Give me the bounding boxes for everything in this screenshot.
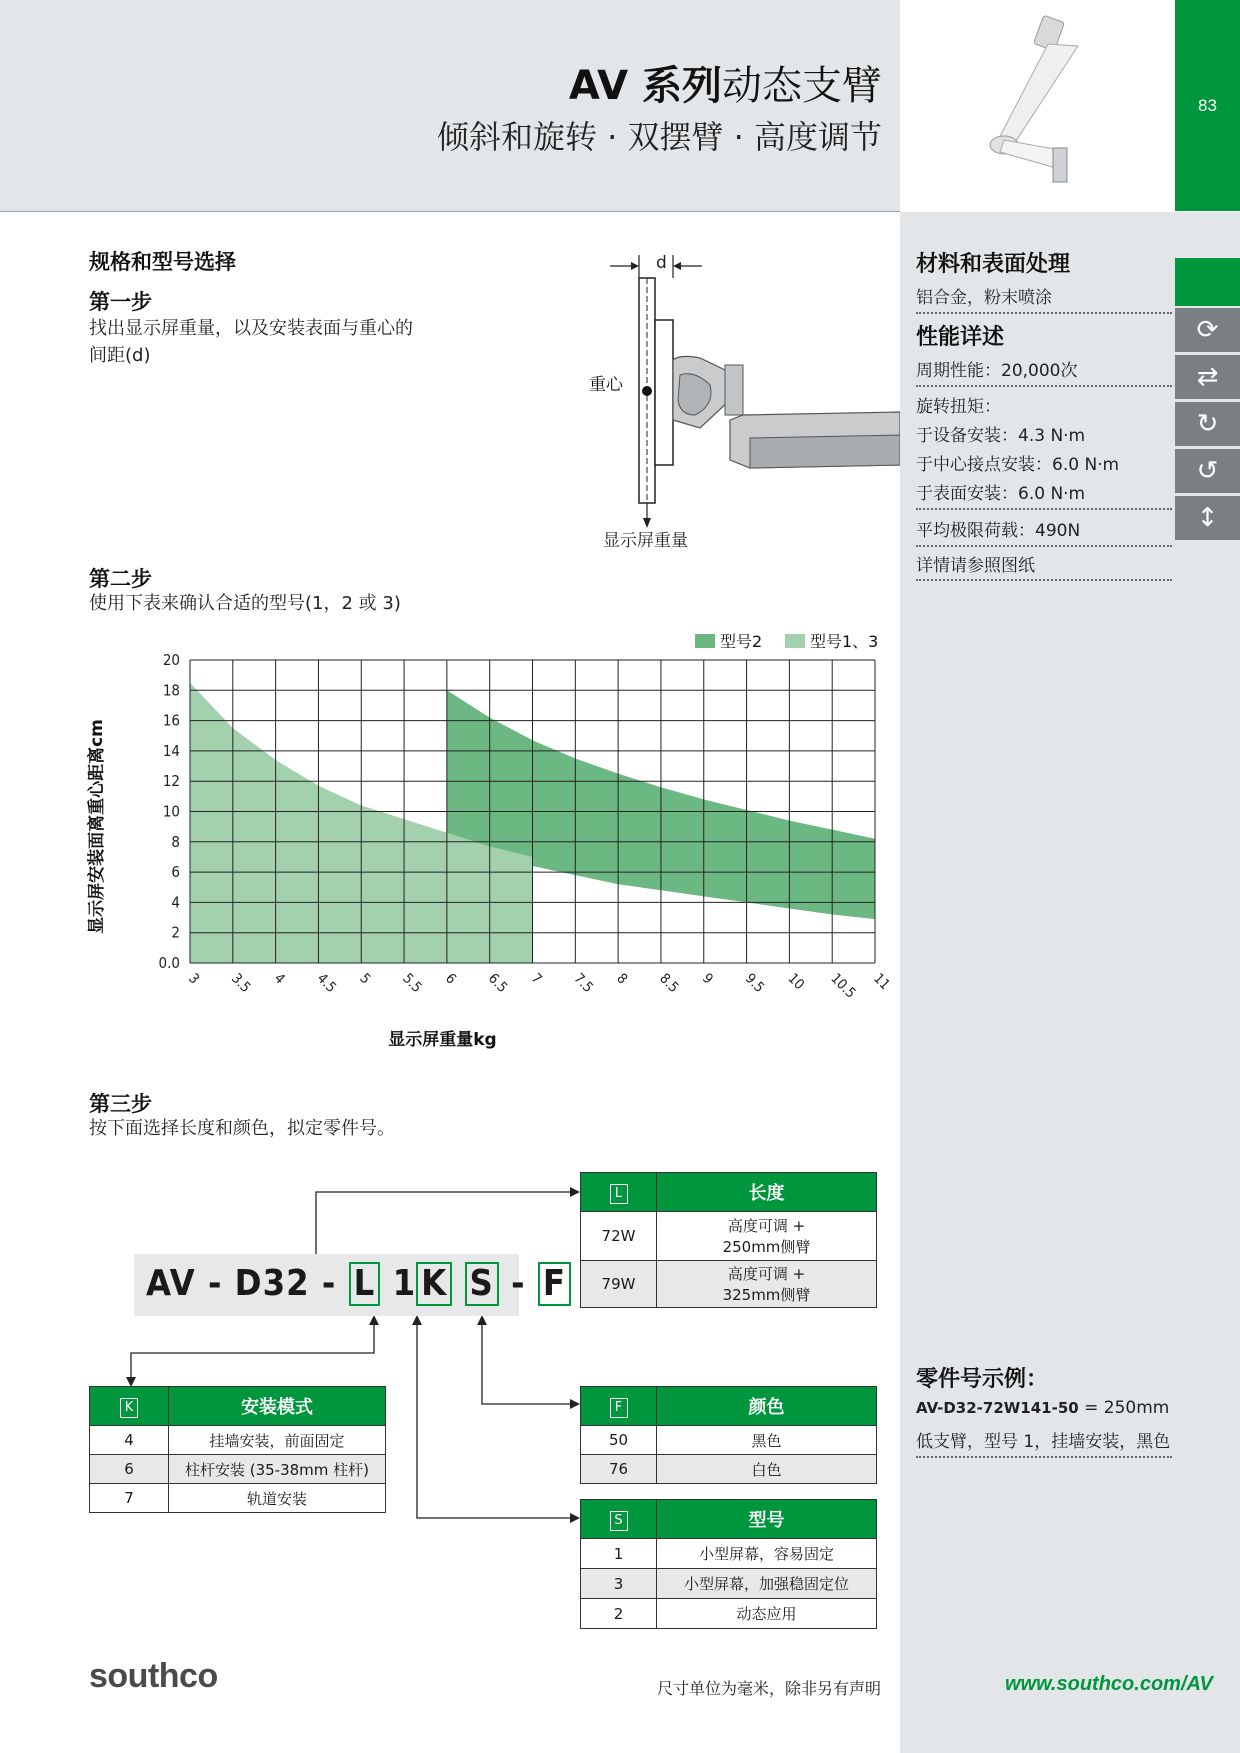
x-tick-label: 5.5 (399, 970, 425, 996)
x-tick-label: 9.5 (741, 970, 768, 996)
rotate-device-icon: ↻ (1175, 402, 1240, 446)
x-tick-label: 4 (270, 970, 288, 988)
part-code-k: K (416, 1262, 452, 1306)
part-code-f: F (538, 1262, 571, 1306)
double-swing-icon: ⇄ (1175, 355, 1240, 399)
divider (916, 1456, 1172, 1458)
example-part-number: AV-D32-72W141-50 = 250mm (916, 1398, 1170, 1418)
step1-title: 第一步 (89, 290, 152, 314)
part-code-s: S (465, 1262, 499, 1306)
page-subtitle: 倾斜和旋转 · 双摆臂 · 高度调节 (436, 118, 882, 156)
y-tick-label: 4 (171, 893, 180, 912)
divider (916, 385, 1172, 387)
x-tick-label: 4.5 (313, 970, 340, 996)
diagram-weight-label: 显示屏重量 (603, 531, 688, 551)
mount-table (89, 1386, 386, 1513)
icon-strip-header (1175, 258, 1240, 306)
torque-device: 于设备安装：4.3 N·m (916, 426, 1086, 446)
color-table-header: F 颜色 (581, 1387, 877, 1426)
model-table-header: S 型号 (581, 1500, 877, 1539)
y-tick-label: 0.0 (158, 954, 180, 972)
x-tick-label: 8.5 (656, 970, 682, 996)
table-row: 4 挂墙安装，前面固定 (90, 1426, 386, 1455)
height-adjust-icon: ↕ (1175, 496, 1240, 540)
footer-url-link[interactable]: www.southco.com/AV (1005, 1673, 1213, 1695)
x-tick-label: 10 (784, 970, 808, 994)
table-row: 1 小型屏幕，容易固定 (581, 1539, 877, 1569)
page-number: 83 (1198, 96, 1217, 115)
step2-title: 第二步 (89, 567, 152, 591)
x-tick-label: 3 (185, 970, 203, 988)
table-row: 50 黑色 (581, 1426, 877, 1455)
performance-heading: 性能详述 (916, 325, 1005, 350)
weight-distance-chart (80, 625, 900, 1055)
y-tick-label: 12 (162, 772, 180, 791)
table-row: 7 轨道安装 (90, 1484, 386, 1513)
y-tick-label: 14 (162, 741, 180, 760)
mount-table-header: K 安装模式 (90, 1387, 386, 1426)
product-photo (900, 0, 1175, 211)
table-row: 3 小型屏幕，加强稳固定位 (581, 1569, 877, 1599)
legend-swatch (785, 634, 805, 648)
legend-label: 型号2 (720, 632, 763, 651)
monitor-arm-image (900, 0, 1175, 211)
torque-center: 于中心接点安装：6.0 N·m (916, 455, 1120, 475)
rotate-surface-icon: ↺ (1175, 449, 1240, 493)
step3-text: 按下面选择长度和颜色，拟定零件号。 (89, 1118, 395, 1139)
see-drawing-text: 详情请参照图纸 (916, 556, 1035, 576)
step2-text: 使用下表来确认合适的型号(1，2 或 3) (89, 593, 401, 614)
y-tick-label: 6 (171, 863, 180, 882)
x-tick-label: 9 (698, 970, 716, 988)
header-divider (0, 211, 900, 212)
x-tick-label: 11 (870, 970, 893, 994)
torque-surface: 于表面安装：6.0 N·m (916, 484, 1086, 504)
x-tick-label: 10.5 (827, 970, 859, 1002)
x-tick-label: 3.5 (227, 970, 254, 996)
y-tick-label: 18 (162, 681, 180, 700)
y-tick-label: 2 (171, 923, 180, 942)
cycle-text: 周期性能：20,000次 (916, 361, 1078, 381)
y-axis-label: 显示屏安装面离重心距离cm (87, 719, 107, 934)
feature-icon-strip (1175, 308, 1240, 543)
divider (916, 312, 1172, 314)
x-tick-label: 8 (613, 970, 631, 988)
mounting-diagram (580, 250, 900, 560)
y-tick-label: 16 (162, 711, 180, 730)
divider (916, 579, 1172, 581)
x-tick-label: 6.5 (484, 970, 511, 996)
load-text: 平均极限荷载：490N (916, 521, 1081, 541)
southco-logo: southco (89, 1657, 218, 1695)
x-tick-label: 5 (356, 970, 374, 988)
tilt-swivel-icon: ⟳ (1175, 308, 1240, 352)
model-table (580, 1499, 877, 1629)
legend-swatch (695, 634, 715, 648)
length-table (580, 1172, 877, 1308)
x-tick-label: 6 (442, 970, 460, 988)
y-tick-label: 8 (171, 832, 180, 851)
section-heading: 规格和型号选择 (89, 250, 236, 274)
length-table-header: L 长度 (581, 1173, 877, 1212)
part-number-code: AV - D32 - L 1 K S - F (146, 1262, 571, 1306)
diagram-d-label: d (656, 253, 667, 273)
step3-title: 第三步 (89, 1092, 152, 1116)
table-row: 76 白色 (581, 1455, 877, 1484)
materials-text: 铝合金，粉末喷涂 (916, 288, 1052, 308)
y-tick-label: 10 (162, 802, 180, 821)
table-row: 2 动态应用 (581, 1599, 877, 1629)
materials-heading: 材料和表面处理 (916, 252, 1071, 277)
color-table (580, 1386, 877, 1484)
example-description: 低支臂，型号 1，挂墙安装，黑色 (916, 1432, 1171, 1452)
table-row: 72W 高度可调 + 250mm侧臂 (581, 1212, 877, 1261)
divider (916, 508, 1172, 510)
page-title: AV 系列动态支臂 (568, 63, 882, 109)
part-code-l: L (349, 1262, 381, 1306)
legend-label: 型号1、3 (810, 632, 879, 651)
x-tick-label: 7.5 (570, 970, 596, 996)
footer-note: 尺寸单位为毫米，除非另有声明 (657, 1679, 882, 1698)
x-axis-label: 显示屏重量kg (388, 1030, 497, 1050)
y-tick-label: 20 (162, 651, 180, 669)
step1-text: 找出显示屏重量，以及安装表面与重心的间距(d) (89, 318, 413, 366)
example-heading: 零件号示例： (916, 1367, 1049, 1392)
diagram-cog-label: 重心 (589, 375, 623, 395)
table-row: 79W 高度可调 + 325mm侧臂 (581, 1261, 877, 1308)
divider (916, 545, 1172, 547)
torque-label: 旋转扭矩： (916, 397, 1001, 417)
table-row: 6 柱杆安装 (35-38mm 柱杆) (90, 1455, 386, 1484)
x-tick-label: 7 (527, 970, 545, 988)
